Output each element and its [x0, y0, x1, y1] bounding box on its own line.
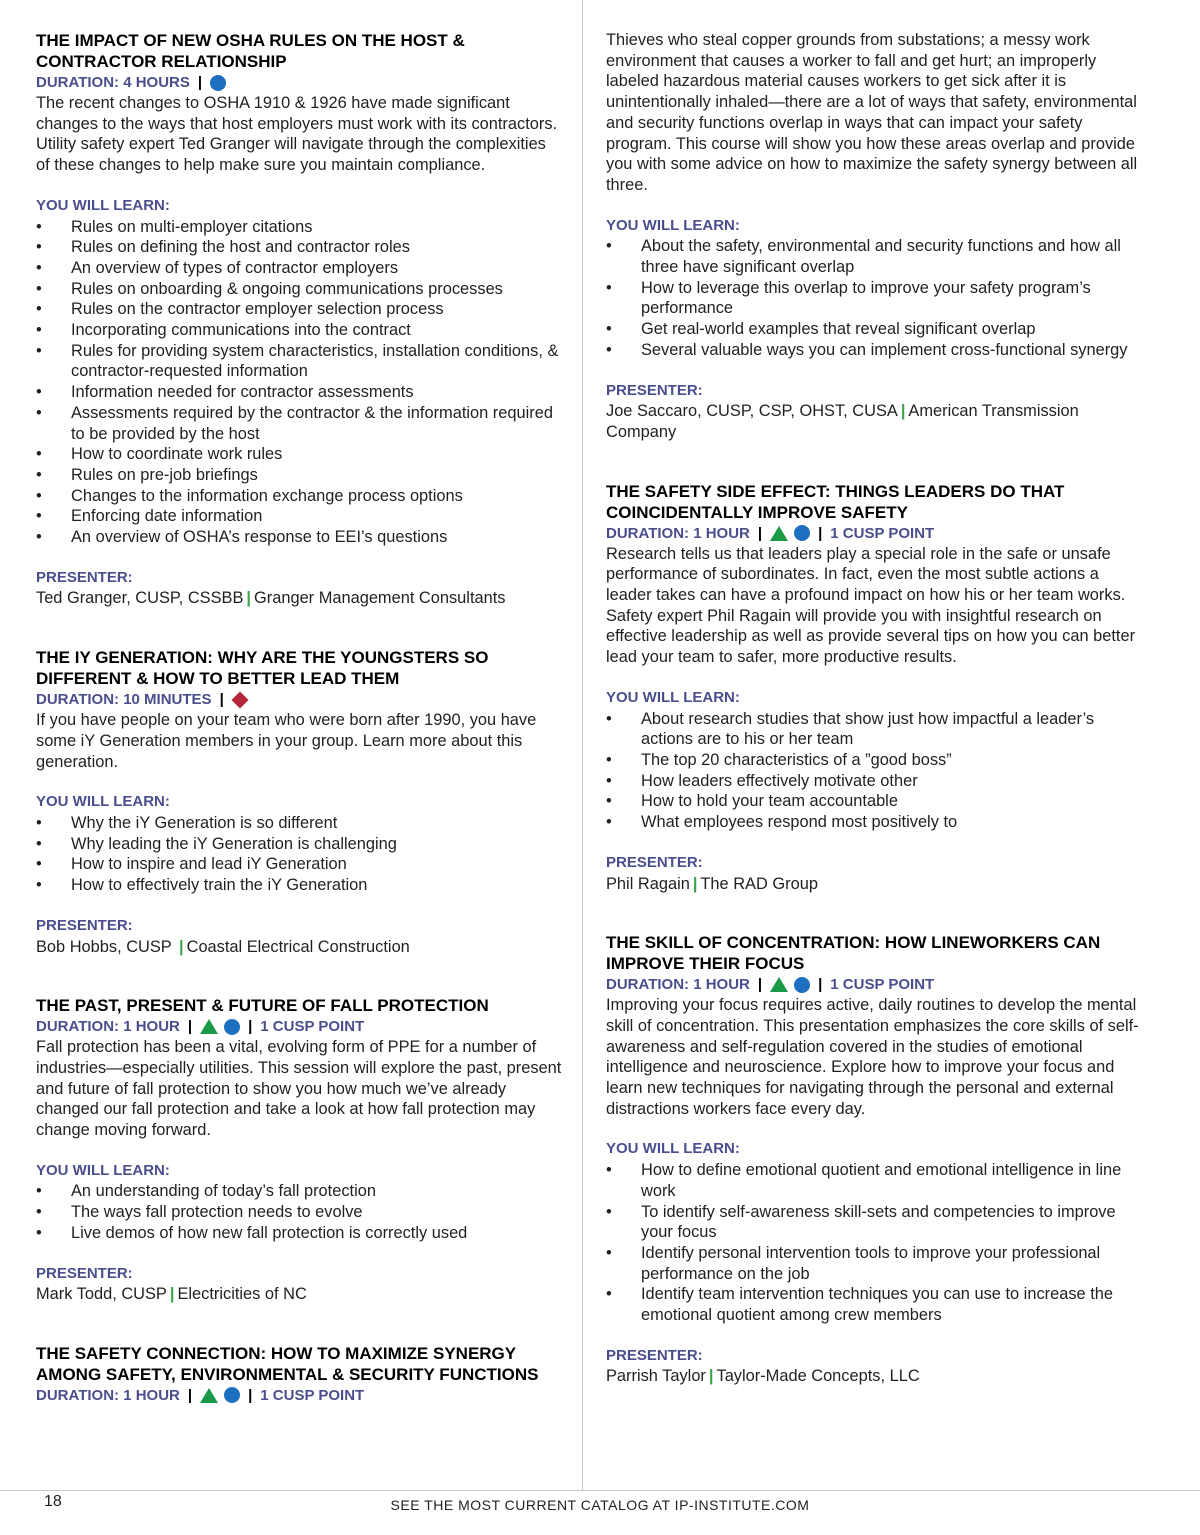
list-item: • Rules on defining the host and contractor roles — [36, 238, 410, 257]
presenter — [606, 401, 1142, 442]
course-duration: DURATION: 1 HOUR — [606, 976, 750, 994]
list-item: • Rules on pre-job briefings — [36, 465, 258, 484]
list-item: • About the safety, environmental and security functions and how all three have significant overlap — [606, 237, 1121, 277]
list-item: • Information needed for contractor assessments — [36, 383, 414, 402]
list-item: • How to define emotional quotient and emotional intelligence in line work — [606, 1161, 1122, 1200]
learn-heading: YOU WILL LEARN: — [606, 216, 740, 234]
meta-separator: | — [187, 1018, 193, 1036]
course-description: Improving your focus requires active, daily routines to develop the mental skill of concentration. This presentation emphasizes the core skills of self-awareness and self-regulation covered in the studies of emotional intelligence and neuroscience. Explore how to improve your focus and learn new techniques for navigating through the personal and external distractions workers face every day. — [606, 996, 1139, 1118]
list-item: • An understanding of today’s fall protection — [36, 1182, 376, 1201]
course-osha-host-contractor — [36, 30, 564, 609]
course-title: THE IY GENERATION: WHY ARE THE YOUNGSTERS SO DIFFERENT & HOW TO BETTER LEAD THEM — [36, 648, 489, 689]
list-item: • How to coordinate work rules — [36, 445, 283, 464]
course-icons — [232, 694, 248, 706]
course-duration: DURATION: 10 MINUTES — [36, 691, 212, 709]
course-iy-generation — [36, 647, 564, 957]
list-item: • An overview of types of contractor employers — [36, 258, 399, 277]
presenter-separator: | — [179, 937, 184, 956]
meta-separator: | — [219, 691, 224, 709]
meta-separator: | — [197, 74, 203, 91]
page-number: 18 — [44, 1493, 62, 1510]
course-description: Thieves who steal copper grounds from substations; a messy work environment that causes a worker to fall and get hurt; an improperly labeled hazardous material causes workers to get sick after it is unintentionally inhaled—there are a lot of ways that safety, environmental and security functions overlap in ways that can impact your safety program. This course will show you how these areas overlap and provide you with some advice on how to maximize the safety synergy between all three. — [606, 31, 1138, 194]
presenter-heading: PRESENTER: — [36, 568, 133, 586]
presenter-heading: PRESENTER: — [606, 381, 703, 399]
list-item: • The ways fall protection needs to evolve — [36, 1203, 363, 1222]
presenter-heading: PRESENTER: — [36, 1264, 133, 1282]
list-item: • Incorporating communications into the contract — [36, 321, 411, 340]
list-item: • Why leading the iY Generation is challenging — [36, 834, 397, 853]
course-title: THE SKILL OF CONCENTRATION: HOW LINEWORKERS CAN IMPROVE THEIR FOCUS — [606, 933, 1101, 974]
meta-separator: | — [187, 1386, 193, 1404]
presenter-name: Ted Granger, CUSP, CSSBB — [36, 589, 244, 608]
course-title: THE SAFETY SIDE EFFECT: THINGS LEADERS DO THAT COINCIDENTALLY IMPROVE SAFETY — [606, 481, 1065, 522]
cusp-points: 1 CUSP POINT — [260, 1386, 365, 1404]
presenter — [36, 1284, 564, 1305]
course-description: The recent changes to OSHA 1910 & 1926 have made significant changes to the ways that host employers must work with its contractors. Utility safety expert Ted Granger will navigate through the complexities of these changes to help make sure you maintain compliance. — [36, 94, 558, 175]
course-duration: DURATION: 1 HOUR — [36, 1018, 180, 1036]
list-item: • Assessments required by the contractor & the information required to be provided by the host — [36, 403, 553, 443]
list-item: • What employees respond most positively to — [606, 813, 958, 832]
cusp-points: 1 CUSP POINT — [260, 1018, 365, 1036]
course-duration: DURATION: 1 HOUR — [606, 524, 750, 542]
presenter-separator: | — [708, 1367, 714, 1386]
course-title: THE PAST, PRESENT & FUTURE OF FALL PROTECTION — [36, 996, 489, 1016]
blue-circle-icon — [224, 1387, 240, 1403]
green-triangle-icon — [200, 1388, 218, 1403]
course-meta — [36, 1385, 564, 1406]
course-safety-connection-continued — [606, 30, 1142, 443]
presenter-org: Granger Management Consultants — [254, 589, 506, 608]
presenter-heading: PRESENTER: — [36, 916, 133, 934]
course-description: If you have people on your team who were born after 1990, you have some iY Generation members in your group. Learn more about this generation. — [36, 711, 537, 771]
course-title: THE IMPACT OF NEW OSHA RULES ON THE HOST & CONTRACTOR RELATIONSHIP — [36, 31, 465, 71]
green-triangle-icon — [200, 1019, 218, 1034]
presenter — [36, 937, 564, 958]
learn-heading: YOU WILL LEARN: — [36, 196, 170, 214]
learn-list — [36, 1181, 564, 1243]
presenter — [606, 1366, 1142, 1387]
learn-list — [606, 236, 1142, 360]
course-description: Research tells us that leaders play a special role in the safe or unsafe performance of subordinates. In fact, even the most subtle actions a leader takes can have a profound impact on how his or her team works. Safety expert Phil Ragain will provide you with insightful research on effective leadership as well as provide several tips on how you can better lead your team to safer, more productive results. — [606, 544, 1136, 667]
list-item: • The top 20 characteristics of a ”good boss” — [606, 750, 952, 769]
blue-circle-icon — [210, 75, 226, 91]
presenter-separator: | — [246, 589, 252, 608]
presenter-heading: PRESENTER: — [606, 853, 703, 871]
blue-circle-icon — [794, 977, 810, 993]
course-icons — [200, 1019, 240, 1035]
presenter-name: Phil Ragain — [606, 874, 690, 893]
presenter-name: Mark Todd, CUSP — [36, 1285, 167, 1304]
list-item: • Rules on multi-employer citations — [36, 217, 313, 236]
learn-list — [36, 217, 564, 548]
course-meta — [606, 523, 1142, 544]
learn-list — [606, 709, 1142, 833]
left-column — [36, 30, 564, 1444]
cusp-points: 1 CUSP POINT — [830, 976, 935, 994]
presenter-org: Taylor-Made Concepts, LLC — [716, 1367, 920, 1386]
learn-heading: YOU WILL LEARN: — [606, 1140, 740, 1158]
red-diamond-icon — [231, 691, 248, 708]
list-item: • How leaders effectively motivate other — [606, 771, 918, 790]
course-duration: DURATION: 4 HOURS — [36, 74, 190, 91]
presenter-org: The RAD Group — [700, 874, 818, 893]
list-item: • To identify self-awareness skill-sets and competencies to improve your focus — [606, 1202, 1116, 1242]
right-column — [606, 30, 1142, 1425]
meta-separator: | — [818, 524, 823, 542]
course-skill-of-concentration — [606, 932, 1142, 1387]
meta-separator: | — [757, 976, 763, 994]
presenter-org: Coastal Electrical Construction — [186, 937, 410, 956]
course-meta — [36, 72, 564, 93]
presenter-separator: | — [900, 402, 906, 421]
course-icons — [770, 525, 810, 541]
presenter-separator: | — [169, 1285, 175, 1304]
presenter-name: Joe Saccaro, CUSP, CSP, OHST, CUSA — [606, 402, 898, 421]
list-item: • How to inspire and lead iY Generation — [36, 855, 347, 874]
course-icons — [200, 1387, 240, 1403]
course-duration: DURATION: 1 HOUR — [36, 1386, 180, 1404]
list-item: • About research studies that show just how impactful a leader’s actions are to his or her team — [606, 709, 1095, 749]
course-safety-connection — [36, 1343, 564, 1406]
list-item: • How to effectively train the iY Generation — [36, 876, 368, 895]
green-triangle-icon — [770, 526, 788, 541]
list-item: • How to hold your team accountable — [606, 792, 898, 811]
course-title: THE SAFETY CONNECTION: HOW TO MAXIMIZE SYNERGY AMONG SAFETY, ENVIRONMENTAL & SECURITY FUNCTIONS — [36, 1343, 539, 1384]
course-meta — [36, 689, 564, 710]
list-item: • Changes to the information exchange process options — [36, 486, 463, 505]
list-item: • Several valuable ways you can implement cross-functional synergy — [606, 340, 1128, 359]
meta-separator: | — [818, 976, 823, 994]
presenter-separator: | — [692, 874, 698, 893]
learn-heading: YOU WILL LEARN: — [36, 1161, 170, 1179]
list-item: • Get real-world examples that reveal significant overlap — [606, 320, 1036, 339]
green-triangle-icon — [770, 977, 788, 992]
meta-separator: | — [757, 524, 763, 542]
list-item: • Enforcing date information — [36, 507, 263, 526]
presenter-org: American Transmission Company — [606, 402, 1079, 441]
list-item: • Rules for providing system characteristics, installation conditions, & contractor-requested information — [36, 341, 559, 381]
list-item: • Identify personal intervention tools to improve your professional performance on the job — [606, 1243, 1101, 1283]
course-safety-side-effect — [606, 481, 1142, 895]
presenter-name: Parrish Taylor — [606, 1367, 706, 1386]
list-item: • Identify team intervention techniques you can use to increase the emotional quotient among crew members — [606, 1285, 1113, 1325]
column-divider — [582, 0, 583, 1490]
list-item: • How to leverage this overlap to improve your safety program’s performance — [606, 278, 1091, 318]
footer-catalog-link: SEE THE MOST CURRENT CATALOG AT IP-INSTITUTE.COM — [390, 1497, 810, 1513]
learn-heading: YOU WILL LEARN: — [606, 688, 740, 706]
presenter — [36, 588, 564, 609]
learn-heading: YOU WILL LEARN: — [36, 793, 170, 811]
meta-separator: | — [248, 1386, 253, 1404]
list-item: • Why the iY Generation is so different — [36, 813, 338, 832]
course-description: Fall protection has been a vital, evolving form of PPE for a number of industries—especially utilities. This session will explore the past, present and future of fall protection to show you how much we’ve already changed our fall protection and take a look at how fall protection may change moving forward. — [36, 1038, 562, 1140]
meta-separator: | — [248, 1018, 253, 1036]
learn-list — [606, 1160, 1142, 1326]
presenter-heading: PRESENTER: — [606, 1346, 703, 1364]
course-icons — [210, 75, 226, 91]
blue-circle-icon — [224, 1019, 240, 1035]
cusp-points: 1 CUSP POINT — [830, 524, 935, 542]
course-meta — [36, 1016, 564, 1037]
list-item: • Rules on onboarding & ongoing communications processes — [36, 279, 503, 298]
blue-circle-icon — [794, 525, 810, 541]
footer-rule — [0, 1490, 1200, 1491]
learn-list — [36, 813, 564, 896]
list-item: • An overview of OSHA’s response to EEI’s questions — [36, 528, 448, 547]
list-item: • Rules on the contractor employer selection process — [36, 300, 444, 319]
list-item: • Live demos of how new fall protection is correctly used — [36, 1223, 468, 1242]
course-fall-protection — [36, 995, 564, 1305]
course-meta — [606, 974, 1142, 995]
presenter-name: Bob Hobbs, CUSP — [36, 937, 172, 956]
presenter — [606, 874, 1142, 895]
course-icons — [770, 977, 810, 993]
presenter-org: Electricities of NC — [177, 1285, 307, 1304]
